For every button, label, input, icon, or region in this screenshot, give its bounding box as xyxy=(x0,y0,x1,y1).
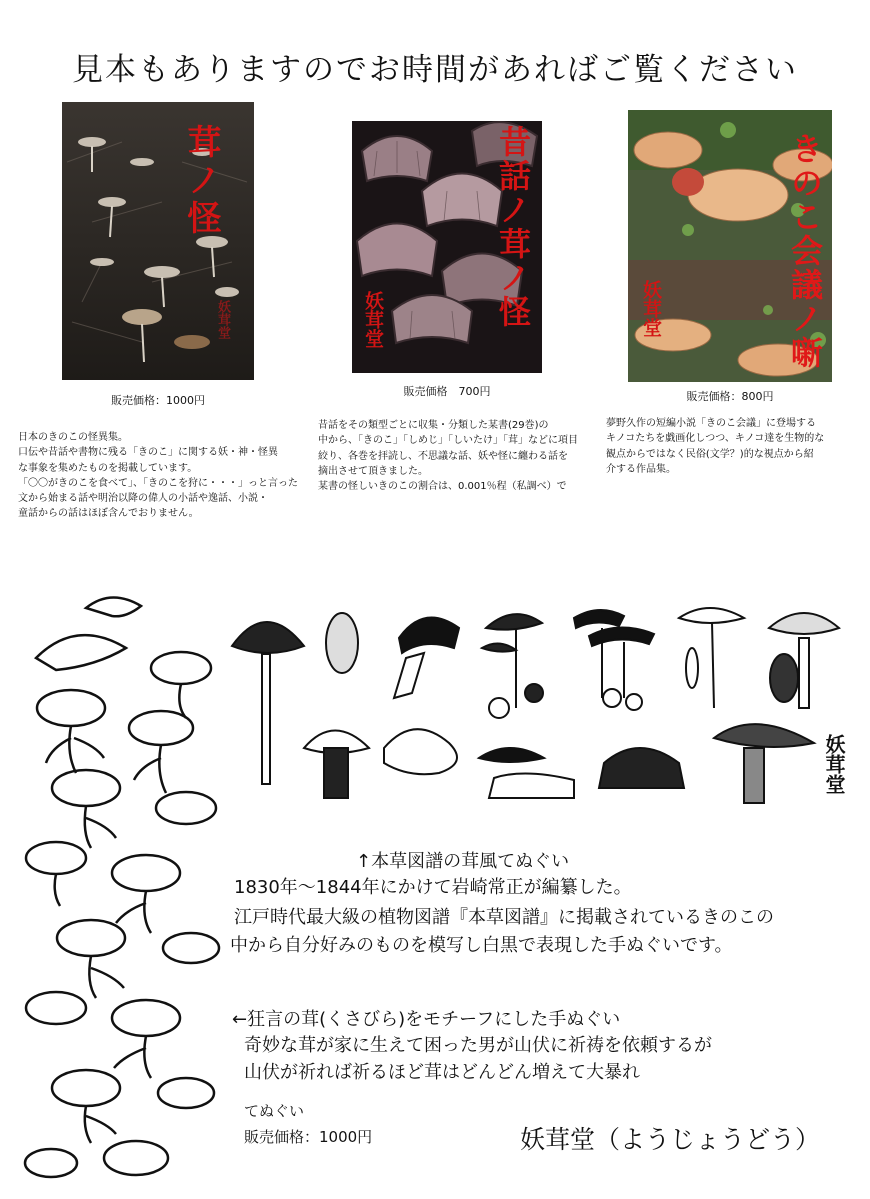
cover-author-mark: 妖茸堂 xyxy=(640,280,662,337)
tenugui-info xyxy=(244,1100,372,1147)
honzo-caption: ↑本草図譜の茸風てぬぐい xyxy=(356,851,570,872)
honzo-line: 中から自分好みのものを模写し白黒で表現した手ぬぐいです。 xyxy=(230,935,733,956)
book-description xyxy=(318,418,588,494)
desc-line: 中から、「きのこ」「しめじ」「しいたけ」「茸」などに項目 xyxy=(318,435,578,447)
kyogen-description xyxy=(244,1034,712,1085)
desc-line: 介する作品集。 xyxy=(606,463,676,475)
cover-title: 昔話ノ茸ノ怪 xyxy=(494,125,532,329)
desc-line: 某書の怪しいきのこの割合は、0.001％程（私調べ）で xyxy=(318,481,567,493)
tenugui-label: てぬぐい xyxy=(244,1102,305,1120)
desc-line: 観点からではなく民俗(文学？)的な視点から紹 xyxy=(606,448,814,460)
shop-name: 妖茸堂（ようじょうどう） xyxy=(520,1125,821,1154)
honzo-tenugui-illustration xyxy=(224,598,844,816)
cover-title: きのこ会議ノ噺 xyxy=(786,132,824,370)
desc-line: な事象を集めたものを掲載しています。 xyxy=(18,462,198,474)
towel-stamp: 妖茸堂 xyxy=(822,734,846,794)
desc-line: 文から始まる話や明治以降の偉人の小話や逸話、小説・ xyxy=(18,493,268,505)
desc-line: 口伝や昔話や書物に残る「きのこ」に関する妖・神・怪異 xyxy=(18,447,278,459)
book-price: 販売価格：800円 xyxy=(686,390,774,403)
desc-line: 童話からの話はほぼ含んでおりません。 xyxy=(18,508,199,520)
cover-author-mark: 妖茸堂 xyxy=(362,291,384,348)
tenugui-price: 販売価格：1000円 xyxy=(244,1128,373,1146)
book-cover-kinoko-kaigi xyxy=(628,110,832,382)
book-description xyxy=(18,430,298,522)
kyogen-line: 山伏が祈れば祈るほど茸はどんどん増えて大暴れ xyxy=(244,1062,640,1083)
book-price: 販売価格：1000円 xyxy=(111,394,205,407)
desc-line: 昔話をその類型ごとに収集・分類した某書(29巻)の xyxy=(318,420,549,431)
mushroom-specimen-drawing xyxy=(224,598,844,816)
book-cover-kinoko-no-kai xyxy=(62,102,254,380)
cover-title: 茸ノ怪 xyxy=(181,124,221,238)
desc-line: 夢野久作の短編小説「きのこ会議」に登場する xyxy=(606,418,816,429)
desc-line: キノコたちを戯画化しつつ、キノコ達を生物的な xyxy=(606,433,825,445)
honzo-line: 1830年～1844年にかけて岩崎常正が編纂した。 xyxy=(234,877,632,898)
desc-line: 絞り、各巻を拝読し、不思議な話、妖や怪に纏わる話を xyxy=(318,450,568,462)
kyogen-line: 奇妙な茸が家に生えて困った男が山伏に祈祷を依頼するが xyxy=(244,1035,712,1056)
desc-line: 「〇〇がきのこを食べて」、「きのこを狩に・・・」っと言った xyxy=(18,477,298,489)
book-price: 販売価格 700円 xyxy=(403,385,491,398)
book-cover-mukashibanashi xyxy=(352,121,542,373)
desc-line: 摘出させて頂きました。 xyxy=(318,465,428,477)
book-description xyxy=(606,416,866,477)
honzo-description xyxy=(230,876,860,956)
kyogen-tenugui-illustration xyxy=(16,588,226,1188)
desc-line: 日本のきのこの怪異集。 xyxy=(18,432,128,443)
kyogen-caption: ←狂言の茸(くさびら)をモチーフにした手ぬぐい xyxy=(232,1009,621,1030)
page-headline: 見本もありますのでお時間があればご覧ください xyxy=(72,52,798,88)
mushroom-crowd-drawing xyxy=(16,588,226,1188)
honzo-line: 江戸時代最大級の植物図譜『本草図譜』に掲載されているきのこの xyxy=(234,907,774,928)
cover-author-mark: 妖茸堂 xyxy=(215,300,230,339)
